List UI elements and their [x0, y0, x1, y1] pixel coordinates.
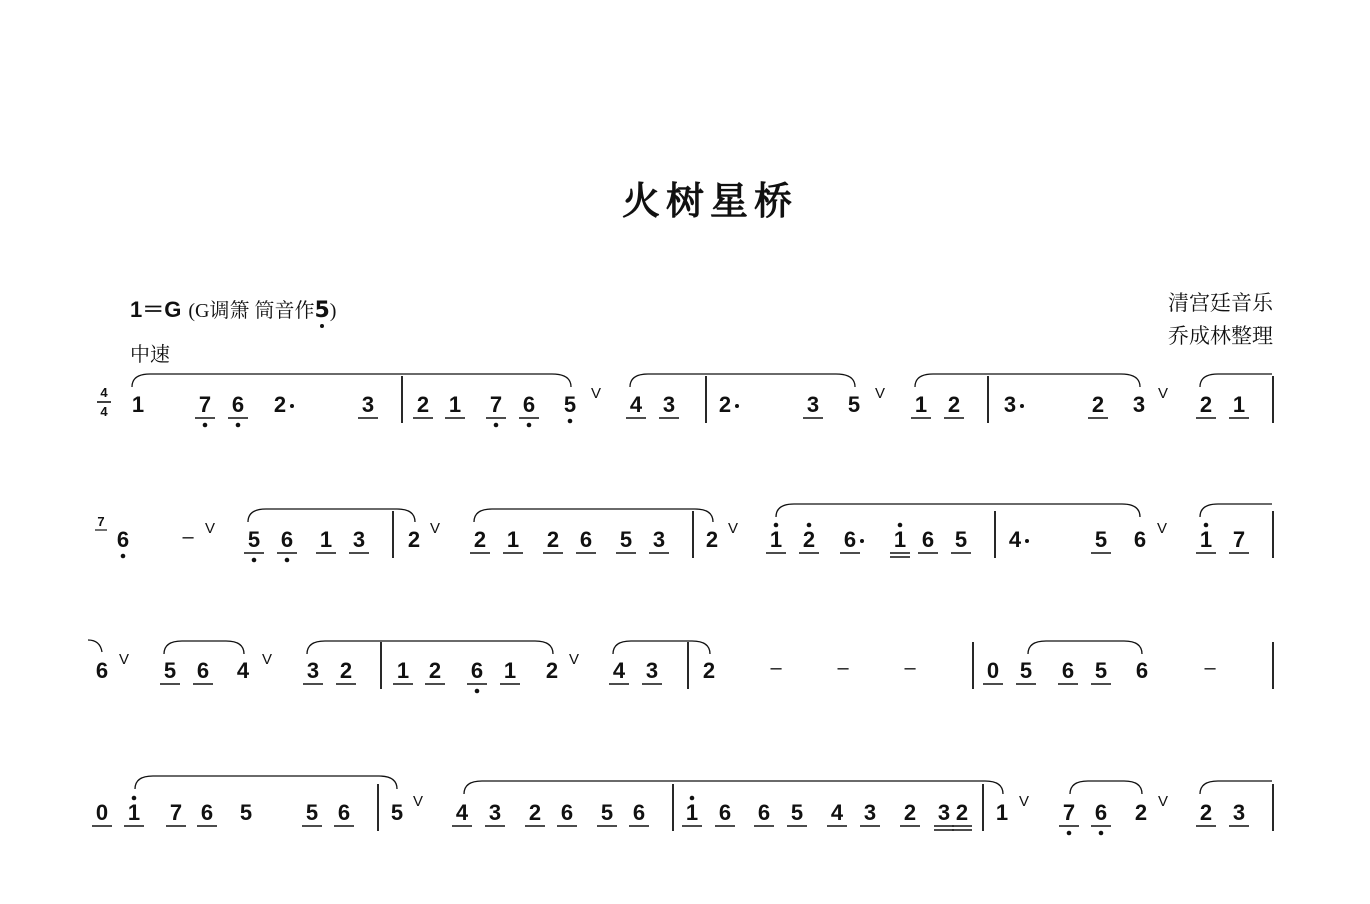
note-numeral: 1: [893, 527, 907, 552]
note-numeral: 6: [1061, 658, 1075, 683]
slur: [776, 504, 1140, 517]
note-numeral: 5: [1094, 527, 1108, 552]
note-numeral: 2: [273, 392, 287, 417]
breath-mark: V: [568, 651, 580, 668]
note-numeral: 2: [718, 392, 732, 417]
note-numeral: 1: [1232, 392, 1246, 417]
low-octave-dot: [494, 423, 499, 428]
slur: [915, 374, 1140, 387]
note-numeral: 7: [1062, 800, 1076, 825]
note-numeral: 6: [200, 800, 214, 825]
slur: [464, 781, 1003, 794]
note-numeral: 1: [506, 527, 520, 552]
slur: [1200, 504, 1272, 517]
dash-sustain: –: [770, 657, 782, 679]
credit-origin: 清宫廷音乐: [1168, 291, 1273, 315]
note-numeral: 6: [231, 392, 245, 417]
low-octave-dot: [236, 423, 241, 428]
breath-mark: V: [118, 651, 130, 668]
high-octave-dot: [132, 796, 137, 801]
slurs: [88, 374, 1272, 794]
breath-mark: V: [1157, 793, 1169, 810]
note-numeral: 6: [843, 527, 857, 552]
note-numeral: 2: [473, 527, 487, 552]
note-numeral: 6: [579, 527, 593, 552]
slur: [135, 776, 397, 789]
key-note-open: (G调箫 筒音作: [188, 300, 315, 322]
note-numeral: 7: [1232, 527, 1246, 552]
slur: [630, 374, 855, 387]
note-numeral: 6: [522, 392, 536, 417]
slur: [1200, 781, 1272, 794]
note-numeral: 1: [131, 392, 145, 417]
note-numeral: 2: [416, 392, 430, 417]
breath-mark: V: [874, 385, 886, 402]
note-numeral: 2: [428, 658, 442, 683]
note-numeral: 1: [448, 392, 462, 417]
note-numeral: 3: [937, 800, 951, 825]
note-numeral: 2: [1199, 800, 1213, 825]
note-numeral: 4: [455, 800, 469, 825]
note-numeral: 2: [1199, 392, 1213, 417]
grace-note: 7: [97, 514, 105, 529]
note-numeral: 2: [528, 800, 542, 825]
dash-sustain: –: [904, 657, 916, 679]
note-numeral: 6: [1133, 527, 1147, 552]
breath-mark: V: [1157, 385, 1169, 402]
note-numeral: 2: [1091, 392, 1105, 417]
score-title: 火树星桥: [621, 178, 798, 223]
breath-mark: V: [412, 793, 424, 810]
note-numeral: 3: [662, 392, 676, 417]
high-octave-dot: [774, 523, 779, 528]
note-numeral: 5: [847, 392, 861, 417]
slur: [88, 640, 102, 652]
note-numeral: 0: [95, 800, 109, 825]
breath-mark: V: [1018, 793, 1030, 810]
note-numeral: 5: [619, 527, 633, 552]
note-numeral: 6: [632, 800, 646, 825]
note-numeral: 4: [612, 658, 626, 683]
breath-mark: V: [261, 651, 273, 668]
note-numeral: 3: [1132, 392, 1146, 417]
note-numeral: 7: [169, 800, 183, 825]
note-numeral: 3: [1003, 392, 1017, 417]
note-numeral: 6: [1135, 658, 1149, 683]
note-numeral: 6: [337, 800, 351, 825]
note-numeral: 2: [705, 527, 719, 552]
breath-mark: V: [204, 520, 216, 537]
augmentation-dot: [735, 404, 739, 408]
note-numeral: 0: [986, 658, 1000, 683]
note-numeral: 5: [790, 800, 804, 825]
note-numeral: 2: [947, 392, 961, 417]
note-numeral: 3: [306, 658, 320, 683]
time-signature-top: 4: [100, 385, 108, 400]
slur: [1028, 641, 1142, 654]
low-octave-dot: [1067, 831, 1072, 836]
note-numeral: 2: [903, 800, 917, 825]
notation-systems: [92, 376, 1273, 835]
note-numeral: 4: [629, 392, 643, 417]
note-numeral: 2: [546, 527, 560, 552]
high-octave-dot: [690, 796, 695, 801]
note-numeral: 5: [1019, 658, 1033, 683]
note-numeral: 2: [1134, 800, 1148, 825]
note-numeral: 2: [955, 800, 969, 825]
slur: [132, 374, 571, 387]
note-numeral: 4: [236, 658, 250, 683]
note-numeral: 3: [352, 527, 366, 552]
slur: [1200, 374, 1272, 387]
slur: [307, 641, 553, 654]
note-numeral: 5: [600, 800, 614, 825]
note-numeral: 5: [390, 800, 404, 825]
note-numeral: 6: [718, 800, 732, 825]
note-numeral: 1: [914, 392, 928, 417]
note-numeral: 7: [198, 392, 212, 417]
breath-mark: V: [727, 520, 739, 537]
note-numeral: 2: [802, 527, 816, 552]
note-numeral: 6: [1094, 800, 1108, 825]
note-numeral: 6: [470, 658, 484, 683]
note-numeral: 5: [563, 392, 577, 417]
note-numeral: 2: [339, 658, 353, 683]
slur: [474, 509, 713, 522]
time-signature-bottom: 4: [100, 404, 108, 419]
note-numeral: 2: [407, 527, 421, 552]
note-numeral: 3: [863, 800, 877, 825]
high-octave-dot: [898, 523, 903, 528]
system-4: [92, 784, 1273, 835]
note-numeral: 5: [1094, 658, 1108, 683]
system-2: [95, 511, 1273, 562]
dash-sustain: –: [837, 657, 849, 679]
note-numeral: 1: [995, 800, 1009, 825]
note-numeral: 5: [305, 800, 319, 825]
note-numeral: 6: [921, 527, 935, 552]
augmentation-dot: [290, 404, 294, 408]
note-numeral: 5: [163, 658, 177, 683]
high-octave-dot: [807, 523, 812, 528]
slur: [248, 509, 415, 522]
note-numeral: 1: [1199, 527, 1213, 552]
augmentation-dot: [1020, 404, 1024, 408]
note-numeral: 1: [396, 658, 410, 683]
breath-mark: V: [429, 520, 441, 537]
key-note-close: ): [329, 300, 337, 322]
augmentation-dot: [860, 539, 864, 543]
slur: [164, 641, 244, 654]
dash-sustain: –: [1204, 657, 1216, 679]
key-note-digit: 5: [314, 298, 330, 323]
low-octave-dot: [252, 558, 257, 563]
note-numeral: 3: [806, 392, 820, 417]
note-numeral: 6: [196, 658, 210, 683]
slur: [1070, 781, 1142, 794]
note-numeral: 2: [545, 658, 559, 683]
breath-mark: V: [1156, 520, 1168, 537]
note-numeral: 2: [702, 658, 716, 683]
note-numeral: 1: [127, 800, 141, 825]
note-numeral: 5: [239, 800, 253, 825]
note-numeral: 1: [769, 527, 783, 552]
note-numeral: 1: [319, 527, 333, 552]
low-octave-dot: [527, 423, 532, 428]
low-octave-dot: [203, 423, 208, 428]
low-octave-dot: [121, 554, 126, 559]
dash-sustain: –: [182, 526, 194, 548]
note-numeral: 6: [95, 658, 109, 683]
key-prefix: 1＝G: [130, 297, 182, 322]
note-numeral: 3: [645, 658, 659, 683]
tempo-marking: 中速: [130, 342, 170, 366]
low-octave-dot: [568, 419, 573, 424]
breath-mark: V: [590, 385, 602, 402]
low-octave-dot: [285, 558, 290, 563]
time-signature: [97, 385, 111, 419]
note-numeral: 3: [1232, 800, 1246, 825]
note-numeral: 3: [488, 800, 502, 825]
note-numeral: 3: [652, 527, 666, 552]
credit-arranger: 乔成林整理: [1168, 324, 1273, 348]
augmentation-dot: [1025, 539, 1029, 543]
note-numeral: 6: [757, 800, 771, 825]
low-octave-dot: [475, 689, 480, 694]
high-octave-dot: [1204, 523, 1209, 528]
system-1: [132, 376, 1273, 427]
note-numeral: 1: [503, 658, 517, 683]
note-numeral: 5: [247, 527, 261, 552]
note-numeral: 5: [954, 527, 968, 552]
note-numeral: 6: [560, 800, 574, 825]
note-numeral: 6: [280, 527, 294, 552]
system-3: [96, 642, 1273, 693]
note-numeral: 3: [361, 392, 375, 417]
slur: [613, 641, 710, 654]
note-numeral: 4: [1008, 527, 1022, 552]
note-numeral: 1: [685, 800, 699, 825]
note-numeral: 4: [830, 800, 844, 825]
note-numeral: 6: [116, 527, 130, 552]
low-octave-dot: [1099, 831, 1104, 836]
note-numeral: 7: [489, 392, 503, 417]
